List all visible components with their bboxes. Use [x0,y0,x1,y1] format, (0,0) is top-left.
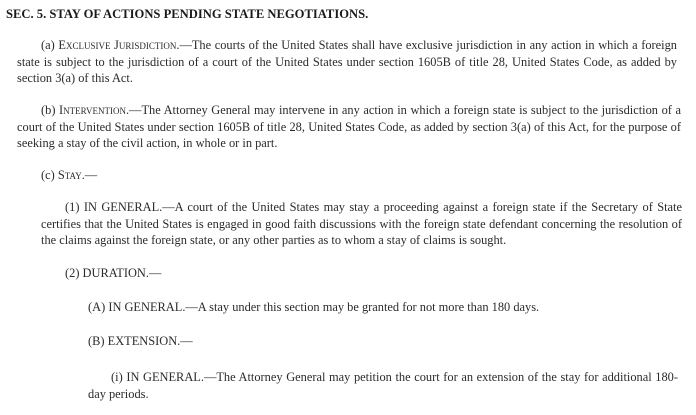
subsection-a-text: .—The courts of the United States shall have exclusive jurisdiction in any action in which a foreign state is subject to the jurisdiction of a court of the United States under section 1605B of title 28, United States Code, as added by section 3(a) of this Act. [17,38,677,85]
subparagraph-c-2-a [88,299,678,316]
subsection-c-caption: Stay [57,168,82,182]
subsection-c [41,167,341,184]
clause-c-2-b-i [88,369,678,402]
subparagraph-c-2-b-caption: EXTENSION [107,334,178,348]
subsection-c-designator: (c) [41,168,58,182]
subsection-b-caption: Intervention [59,103,126,117]
paragraph-c-1-caption: IN GENERAL [83,200,160,214]
subsection-b-designator: (b) [41,103,60,117]
subparagraph-c-2-a-text: .—A stay under this section may be granted for not more than 180 days. [182,300,540,314]
subsection-b [17,102,681,152]
paragraph-c-1-text: .—A court of the United States may stay a proceeding against a foreign state if the Secretary of State certifies that the United States is engaged in good faith discussions with the foreign state defendant concerning the resolution of the claims against the foreign state, or any other parties as to whom a stay of claims is sought. [41,200,683,247]
subparagraph-c-2-b-text: .— [177,334,193,348]
paragraph-c-1-designator: (1) [65,200,84,214]
clause-c-2-b-i-designator: (i) [111,370,127,384]
paragraph-c-2-text: .— [145,266,162,280]
subsection-c-text: .— [81,168,98,182]
subparagraph-c-2-a-caption: IN GENERAL [108,300,183,314]
subparagraph-c-2-a-designator: (A) [88,300,109,314]
subparagraph-c-2-b-designator: (B) [88,334,108,348]
subparagraph-c-2-b [88,333,388,350]
section-heading-text: SEC. 5. STAY OF ACTIONS PENDING STATE NEGOTIATIONS. [6,7,369,21]
clause-c-2-b-i-caption: IN GENERAL [126,370,201,384]
paragraph-c-2-designator: (2) [65,266,83,280]
subsection-a-caption: Exclusive Jurisdiction [58,38,177,52]
paragraph-c-2 [65,265,365,282]
paragraph-c-2-caption: DURATION [82,266,146,280]
clause-c-2-b-i-text: .—The Attorney General may petition the court for an extension of the stay for additional 180-day periods. [88,370,678,401]
subsection-a-designator: (a) [41,38,59,52]
subsection-a [17,37,677,87]
subsection-b-text: .—The Attorney General may intervene in any action in which a foreign state is subject to the jurisdiction of a court of the United States under section 1605B of title 28, United States Code, as added by section 3(a) of this Act, for the purpose of seeking a stay of the civil action, in whole or in part. [17,103,682,150]
section-heading [6,6,368,23]
paragraph-c-1 [41,199,682,249]
